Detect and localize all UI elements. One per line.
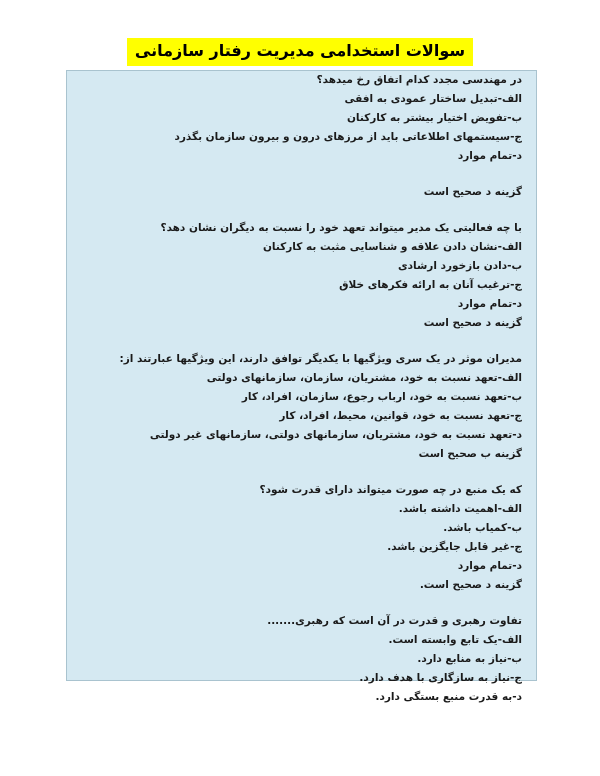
spacer (75, 595, 522, 612)
option-3c: ج-تعهد نسبت به خود، قوانین، محیط، افراد، کار (279, 410, 522, 422)
questions-box (66, 70, 537, 703)
option-1b: ب-تفویض اختیار بیشتر به کارکنان (346, 112, 522, 124)
option-5a: الف-یک تابع وابسته است. (388, 634, 522, 646)
answer-1: گزینه د صحیح است (423, 186, 522, 198)
option-1c: ج-سیستمهای اطلاعاتی باید از مرزهای درون و بیرون سازمان بگذرد (174, 131, 522, 143)
question-1: در مهندسی مجدد کدام اتفاق رخ میدهد؟ (316, 74, 522, 86)
answer-4: گزینه د صحیح است. (419, 579, 522, 591)
question-5: تفاوت رهبری و قدرت در آن است که رهبری....... (267, 615, 522, 627)
spacer (75, 202, 522, 219)
option-1d: د-تمام موارد (457, 150, 522, 162)
option-4d: د-تمام موارد (457, 560, 522, 572)
option-4b: ب-کمیاب باشد. (443, 522, 522, 534)
question-4: که یک منبع در چه صورت میتواند دارای قدرت شود؟ (259, 484, 522, 496)
page-title: سوالات استخدامی مدیریت رفتار سازمانی (127, 38, 473, 66)
answer-3: گزینه ب صحیح است (418, 448, 522, 460)
option-3b: ب-تعهد نسبت به خود، ارباب رجوع، سازمان، افراد، کار (241, 391, 522, 403)
option-2d: د-تمام موارد (457, 298, 522, 310)
option-2c: ج-ترغیب آنان به ارائه فکرهای خلاق (339, 279, 522, 291)
option-2b: ب-دادن بازخورد ارشادی (398, 260, 522, 272)
question-2: با چه فعالیتی یک مدیر میتواند تعهد خود را نسبت به دیگران نشان دهد؟ (160, 222, 522, 234)
spacer (75, 464, 522, 481)
option-4c: ج-غیر قابل جایگزین باشد. (387, 541, 522, 553)
title-bar (0, 38, 600, 66)
option-5c: ج-نیاز به سازگاری با هدف دارد. (359, 672, 522, 684)
spacer (75, 166, 522, 183)
spacer (75, 333, 522, 350)
option-3d: د-تعهد نسبت به خود، مشتریان، سازمانهای دولتی، سازمانهای غیر دولتی (149, 429, 522, 441)
option-3a: الف-تعهد نسبت به خود، مشتریان، سازمان، سازمانهای دولتی (206, 372, 522, 384)
option-1a: الف-تبدیل ساختار عمودی به افقی (344, 93, 522, 105)
option-2a: الف-نشان دادن علاقه و شناسایی مثبت به کارکنان (262, 241, 522, 253)
answer-2: گزینه د صحیح است (423, 317, 522, 329)
question-3: مدیران موثر در یک سری ویژگیها با یکدیگر توافق دارند، این ویژگیها عبارتند از: (119, 353, 522, 365)
option-4a: الف-اهمیت داشته باشد. (398, 503, 522, 515)
option-5b: ب-نیاز به منابع دارد. (417, 653, 522, 665)
option-5d: د-به قدرت منبع بستگی دارد. (375, 691, 522, 703)
